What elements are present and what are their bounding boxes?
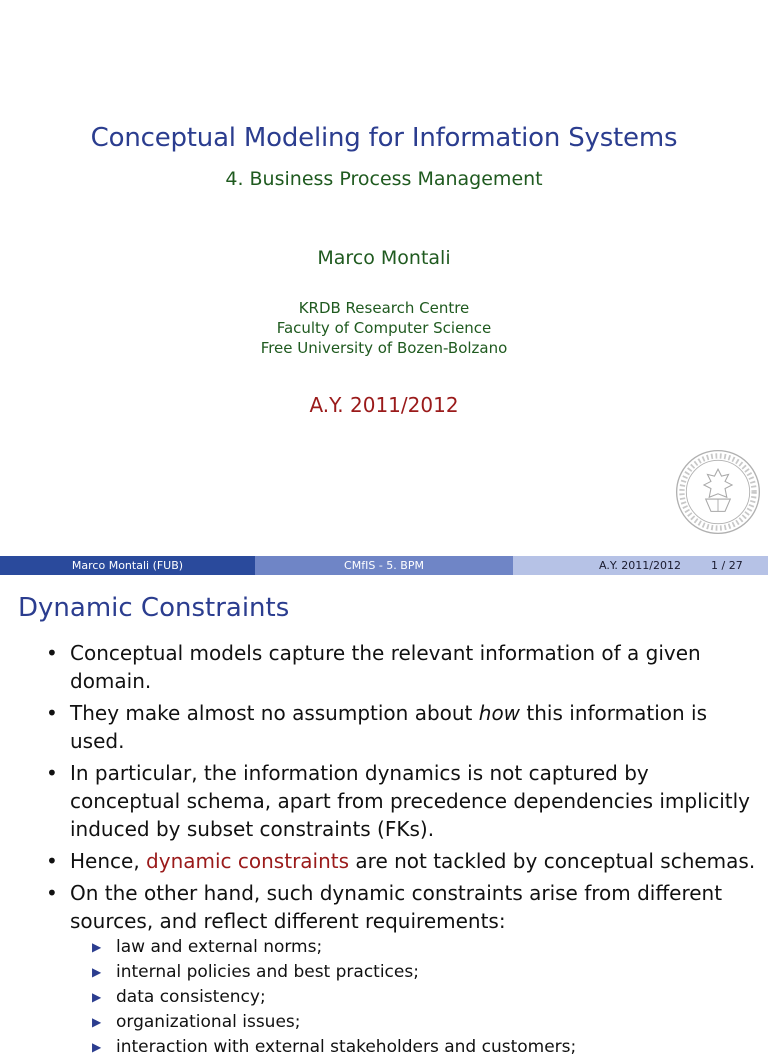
presentation-subtitle: 4. Business Process Management (225, 168, 543, 190)
footer-author (0, 556, 255, 575)
triangle-right-icon: ▶ (92, 965, 102, 979)
emphasis-text: how (478, 701, 521, 725)
institution-line-1: KRDB Research Centre (298, 299, 470, 317)
slide-title: Dynamic Constraints (18, 593, 290, 623)
triangle-right-icon: ▶ (92, 1040, 102, 1054)
sub-bullet-text: law and external norms; (116, 937, 323, 957)
sub-bullet-item (70, 935, 758, 960)
bullet-dot: • (46, 761, 58, 785)
bullet-text: On the other hand, such dynamic constraints arise from different sources, and reflect different requirements: (70, 881, 723, 933)
footer-year: A.Y. 2011/2012 (599, 559, 682, 572)
bullet-dot: • (46, 849, 58, 873)
sub-bullet-text: data consistency; (116, 987, 266, 1007)
triangle-right-icon: ▶ (92, 940, 102, 954)
institution-line-3: Free University of Bozen-Bolzano (260, 339, 508, 357)
triangle-right-icon: ▶ (92, 990, 102, 1004)
institution-line-2: Faculty of Computer Science (276, 319, 492, 337)
bullet-item (28, 879, 758, 1060)
sub-bullet-item (70, 1010, 758, 1035)
bullet-item (28, 639, 758, 695)
sub-bullet-item (70, 985, 758, 1010)
highlighted-text: dynamic constraints (146, 849, 350, 873)
footer-author-text: Marco Montali (FUB) (71, 559, 184, 572)
footer-course (255, 556, 513, 575)
bullet-dot: • (46, 641, 58, 665)
bullet-text: are not tackled by conceptual schemas. (355, 849, 756, 873)
slide-footer (0, 556, 768, 575)
bullet-dot: • (46, 881, 58, 905)
bullet-dot: • (46, 701, 58, 725)
bullet-item (28, 699, 758, 755)
bullet-text: In particular, the information dynamics is not captured by conceptual schema, apart from precedence dependencies implicitly induced by subset constraints (FKs). (70, 761, 751, 841)
sub-bullet-text: internal policies and best practices; (116, 962, 419, 982)
content-slide (0, 575, 768, 1057)
sub-bullet-item (70, 960, 758, 985)
sub-bullet-item (70, 1035, 758, 1060)
bullet-text: Hence, (70, 849, 140, 873)
page-number: 1 / 27 (711, 559, 743, 572)
sub-bullet-text: organizational issues; (116, 1012, 301, 1032)
academic-year: A.Y. 2011/2012 (309, 393, 459, 417)
author-name: Marco Montali (317, 247, 451, 269)
bullet-item (28, 847, 758, 875)
bullet-text: Conceptual models capture the relevant information of a given domain. (70, 641, 701, 693)
bullet-text: They make almost no assumption about (70, 701, 473, 725)
university-seal-icon (674, 448, 762, 536)
bullet-item (28, 759, 758, 843)
presentation-title: Conceptual Modeling for Information Systems (90, 123, 678, 153)
bullet-text: this information is used. (70, 701, 708, 753)
bullet-list (28, 639, 758, 1064)
footer-year-page (513, 556, 768, 575)
sub-bullet-list (70, 935, 758, 1060)
triangle-right-icon: ▶ (92, 1015, 102, 1029)
sub-bullet-text: interaction with external stakeholders and customers; (116, 1037, 577, 1057)
footer-course-text: CMfIS - 5. BPM (344, 559, 424, 572)
